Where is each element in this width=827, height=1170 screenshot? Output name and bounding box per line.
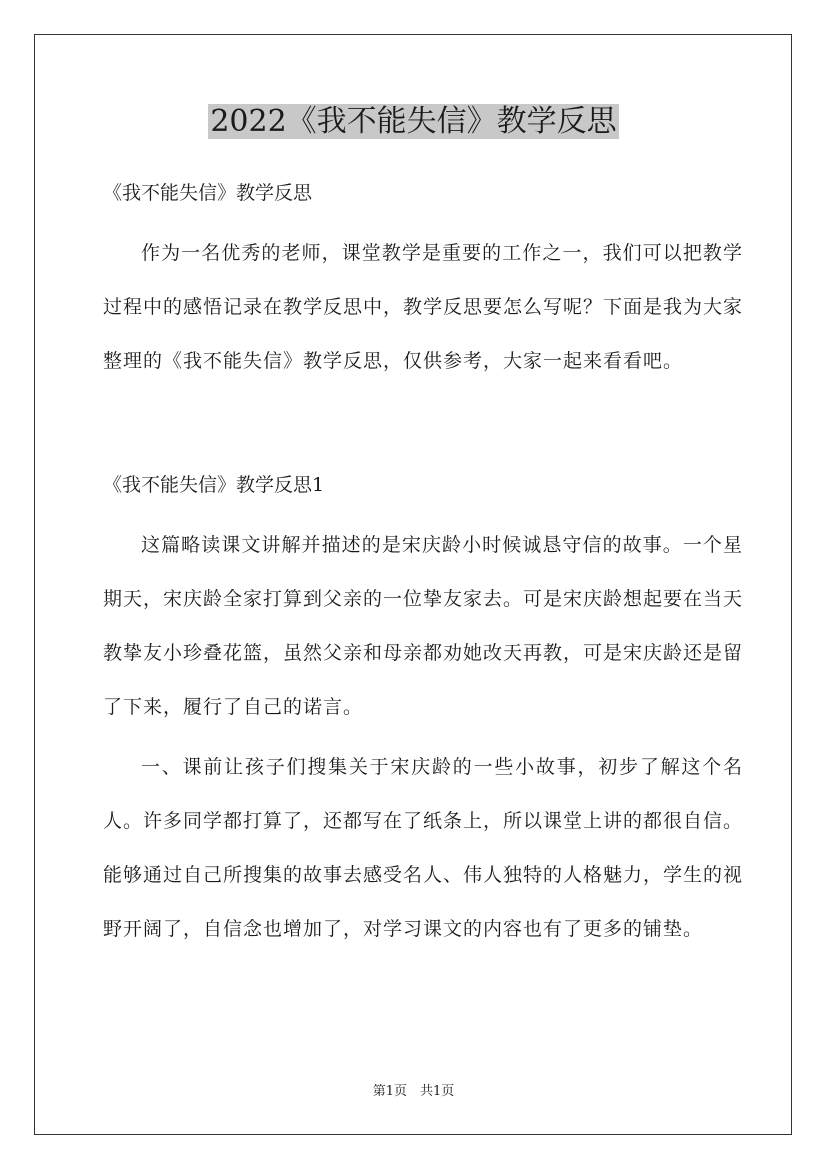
section-paragraph: 这篇略读课文讲解并描述的是宋庆龄小时候诚恳守信的故事。一个星期天，宋庆龄全家打算到父亲的一位挚友家去。可是宋庆龄想起要在当天教挚友小珍叠花篮，虽然父亲和母亲都劝她改天再教，可是宋庆龄还是留了下来，履行了自己的诺言。 [103,534,744,718]
document-title-text: 2022《我不能失信》教学反思 [210,104,617,139]
document-title [0,100,827,144]
section-paragraph: 一、课前让孩子们搜集关于宋庆龄的一些小故事，初步了解这个名人。许多同学都打算了，还都写在了纸条上，所以课堂上讲的都很自信。能够通过自己所搜集的故事去感受名人、伟人独特的人格魅力，学生的视野开阔了，自信念也增加了，对学习课文的内容也有了更多的铺垫。 [103,756,744,940]
section-heading: 《我不能失信》教学反思1 [103,474,325,496]
intro-paragraph: 作为一名优秀的老师，课堂教学是重要的工作之一，我们可以把教学过程中的感悟记录在教学反思中，教学反思要怎么写呢？下面是我为大家整理的《我不能失信》教学反思，仅供参考，大家一起来看看吧。 [103,242,744,372]
intro-heading: 《我不能失信》教学反思 [103,182,313,204]
document-body [103,170,743,956]
page-number-footer: 第1页 共1页 [372,1084,455,1099]
